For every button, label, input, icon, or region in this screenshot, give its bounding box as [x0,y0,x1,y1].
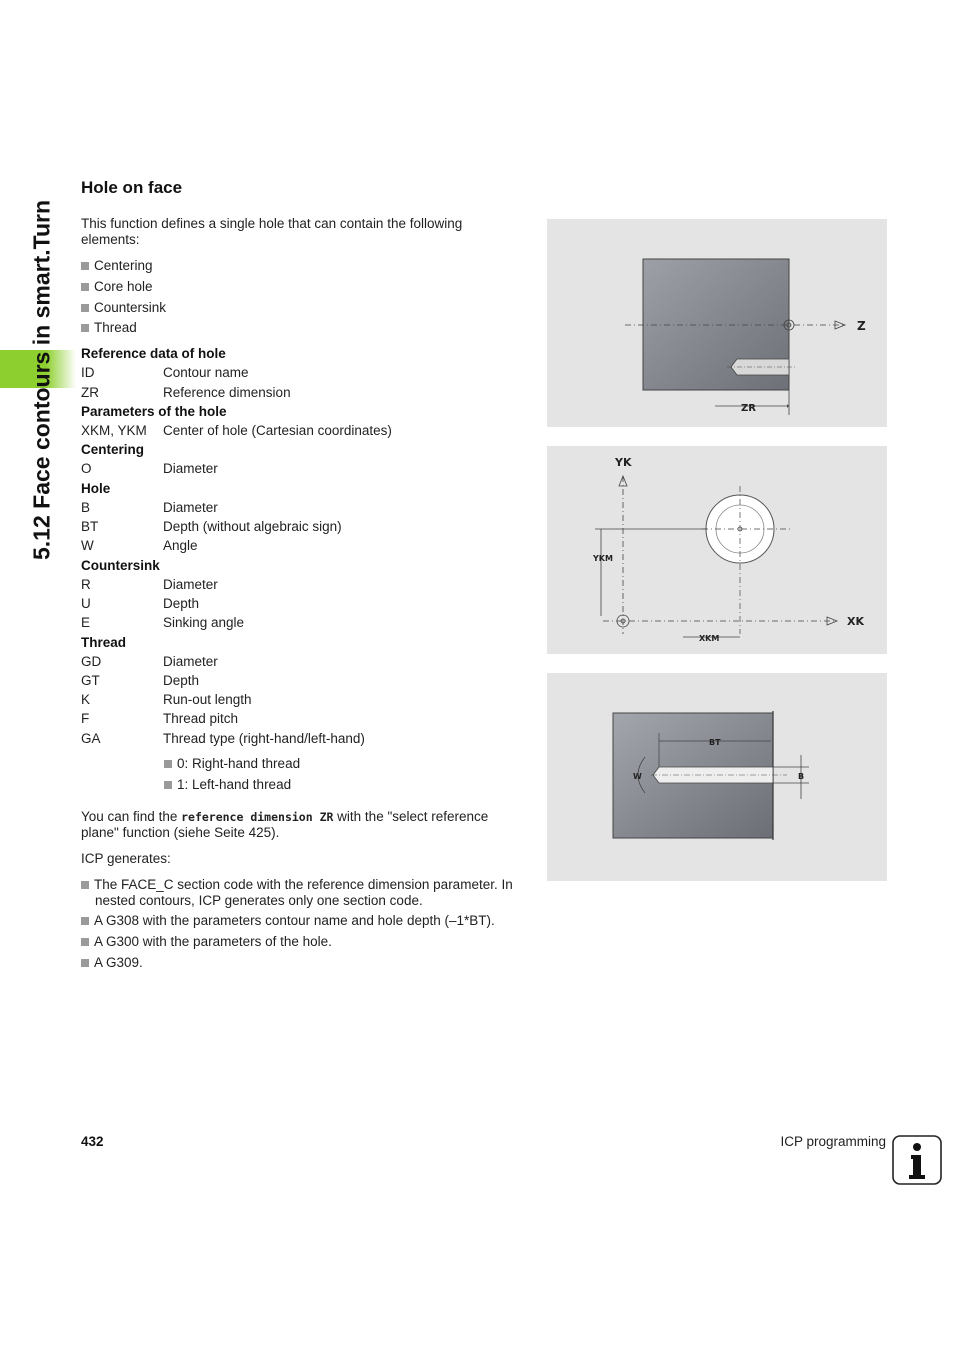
list-item: Thread [81,320,137,336]
icp-generates-label: ICP generates: [81,851,171,866]
generated-item: A G309. [81,955,143,971]
label-z: Z [857,319,866,333]
param-row: GA Thread type (right-hand/left-hand) [81,731,365,746]
reference-note: You can find the reference dimension ZR with the "select reference plane" function (siehe Seite 425). [81,809,489,840]
param-row: GD Diameter [81,654,218,669]
label-bt: BT [709,738,721,747]
list-item: Core hole [81,279,153,295]
section-title-thread: Thread [81,635,127,650]
thread-type-item: 0: Right-hand thread [164,756,300,771]
section-heading: Hole on face [81,178,183,197]
label-xk: XK [847,615,865,628]
section-title-reference: Reference data of hole [81,346,226,361]
param-row: ZR Reference dimension [81,385,291,400]
section-title-hole: Hole [81,481,111,496]
section-title-parameters: Parameters of the hole [81,404,227,419]
param-row: K Run-out length [81,692,252,707]
footer-section-name: ICP programming [780,1134,886,1149]
param-row: E Sinking angle [81,615,245,630]
page-number: 432 [81,1134,104,1149]
chapter-title-text: 5.12 Face contours in smart.Turn [28,199,55,561]
param-row: BT Depth (without algebraic sign) [81,519,342,534]
list-item: Centering [81,258,153,274]
param-row: W Angle [81,538,198,553]
list-item: Countersink [81,300,166,316]
info-icon-graphic [892,1135,942,1185]
hole-section-drawing [547,673,887,881]
figure-front-view [547,446,887,654]
generated-item: The FACE_C section code with the reference dimension parameter. In nested contours, ICP generates only one section code. [81,877,545,909]
section-title-centering: Centering [81,442,145,457]
side-view-drawing [547,219,887,427]
section-title-countersink: Countersink [81,558,160,573]
intro-paragraph: This function defines a single hole that can contain the following elements: [81,216,463,247]
thread-type-item: 1: Left-hand thread [164,777,291,792]
chapter-title-vertical [20,180,64,580]
label-xkm: XKM [699,634,720,643]
param-row: R Diameter [81,577,218,592]
label-zr: ZR [741,403,756,414]
param-row: XKM, YKM Center of hole (Cartesian coordinates) [81,423,392,438]
param-row: O Diameter [81,461,218,476]
label-b: B [798,772,805,781]
label-w: W [633,772,642,781]
generated-item: A G300 with the parameters of the hole. [81,934,332,950]
figure-side-view [547,219,887,427]
figure-hole-section [547,673,887,881]
info-icon [892,1135,942,1185]
label-yk: YK [615,456,632,469]
generated-item: A G308 with the parameters contour name and hole depth (–1*BT). [81,913,495,929]
front-view-drawing [547,446,887,654]
param-row: U Depth [81,596,200,611]
param-row: F Thread pitch [81,711,239,726]
param-row: ID Contour name [81,365,249,380]
label-ykm: YKM [593,554,613,563]
param-row: B Diameter [81,500,218,515]
param-row: GT Depth [81,673,200,688]
